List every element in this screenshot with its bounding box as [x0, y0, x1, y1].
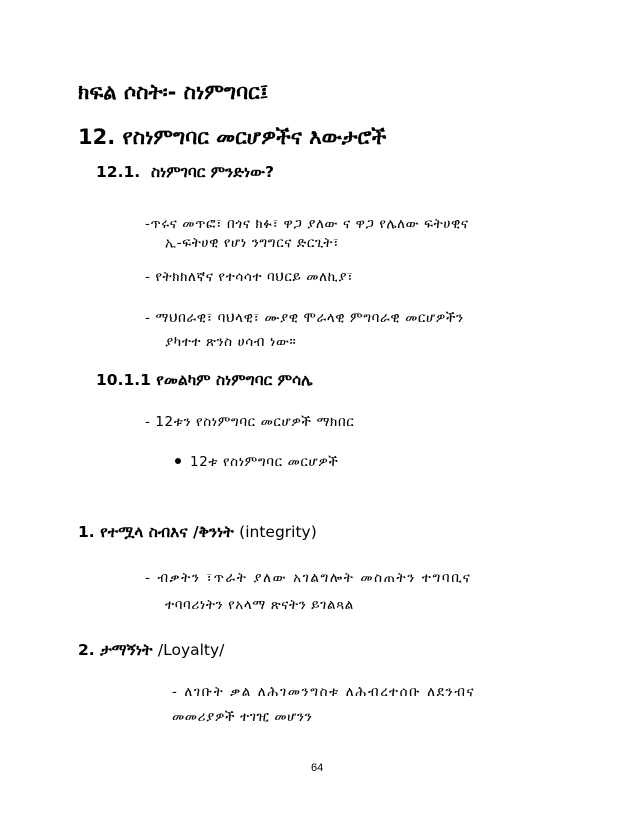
definition-line: - ማህበራዊ፣ ባህላዊ፣ ሙያዊ ሞራላዊ ምግባራዊ መርሆዎችን — [145, 310, 464, 326]
section-title: ስነምገባር ምንድነው? — [151, 163, 275, 181]
principle-title: 1. የተሟላ ስብእና /ቅንነት — [78, 523, 234, 541]
principle-line: - ብቃትን ፣ጥራት ያለው አገልግሎት መስጠትን ተግባቢና — [145, 570, 472, 586]
definition-line: ኢ-ፍትሀዊ የሆነ ንግግርና ድርጊት፣ — [165, 235, 340, 251]
example-bullet-text: 12ቱ የስነምግባር መርሆዎች — [190, 454, 339, 470]
definition-line: - የትክክለኛና የተሳሳተ ባህርይ መለኪያ፣ — [145, 269, 354, 285]
part-heading: ክፍል ሶስት፡- ስነምግባር፤ — [78, 80, 269, 104]
principle-line: - ለገቡት ቃል ለሕገመንግስቱ ለሕብረተሰቡ ለደንብና — [172, 684, 476, 700]
chapter-heading: 12. የስነምግባር መርሆዎችና እውታሮች — [78, 125, 387, 149]
principle-english-term: /Loyalty/ — [157, 641, 225, 659]
principle-line: መመሪያዎች ተገዢ መሆንን — [172, 709, 313, 725]
principle-heading — [78, 641, 224, 660]
example-bullet-item — [175, 454, 339, 470]
definition-line: ያካተተ ጽንስ ሀሳብ ነው። — [165, 334, 297, 350]
page-number: 64 — [311, 762, 324, 774]
example-intro: - 12ቱን የስነምግባር መርሆዎች ማክበር — [145, 414, 355, 430]
section-heading — [96, 163, 274, 182]
principle-english-term: (integrity) — [239, 523, 317, 541]
principle-line: ተባባሪነትን የአላማ ጽናትን ይገልጻል — [165, 597, 354, 613]
principle-heading — [78, 523, 317, 542]
bullet-icon — [175, 458, 181, 464]
principle-title: 2. ታማኝነት — [78, 641, 153, 659]
definition-line: -ጥሩና መጥፎ፣ በጎና ክፉ፣ ዋጋ ያለው ና ዋጋ የሌለው ፍትሀዊና — [145, 216, 469, 232]
example-heading: 10.1.1 የመልካም ስነምግባር ምሳሌ — [96, 371, 313, 389]
section-number: 12.1. — [96, 163, 141, 181]
